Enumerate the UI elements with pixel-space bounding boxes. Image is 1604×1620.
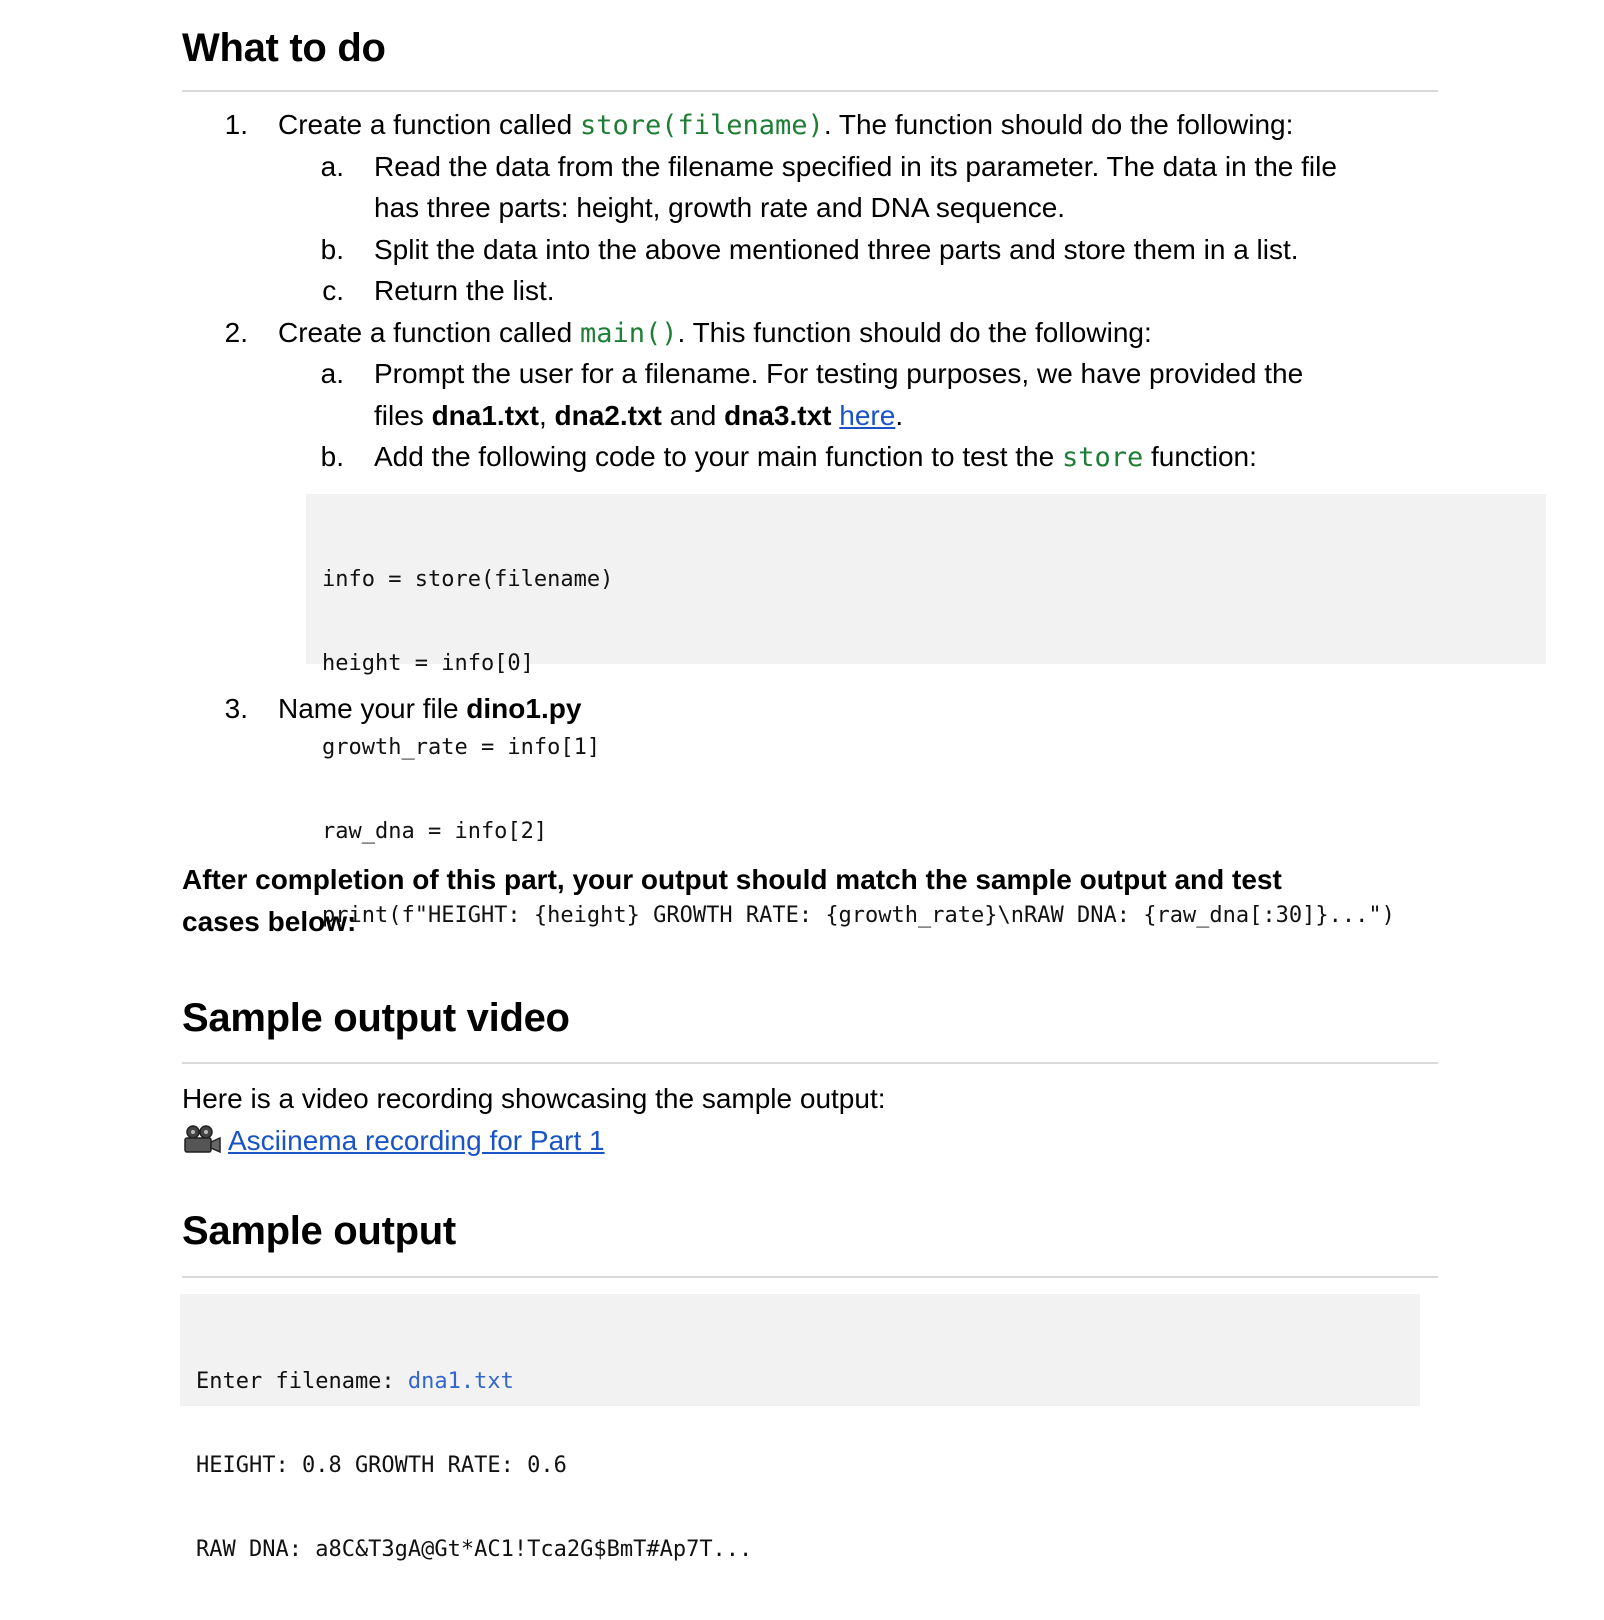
list-item-3	[278, 688, 581, 730]
movie-camera-icon	[182, 1124, 222, 1156]
prompt-text: Enter filename:	[196, 1369, 408, 1394]
sublist-letter-1b: b.	[320, 234, 344, 265]
heading-what-to-do: What to do	[182, 26, 386, 70]
asciinema-recording-link[interactable]	[182, 1125, 605, 1156]
list-number-2: 2.	[224, 317, 248, 348]
item2b-post: function:	[1143, 441, 1257, 472]
sample-output-block	[180, 1294, 1420, 1562]
sublist-item-1a-line1: Read the data from the filename specified in its parameter. The data in the file	[374, 151, 1337, 182]
item2-text-post: . This function should do the following:	[677, 317, 1152, 348]
code-line: raw_dna = info[2]	[322, 819, 548, 844]
heading-sample-output-video: Sample output video	[182, 996, 570, 1040]
code-line: height = info[0]	[322, 651, 534, 676]
completion-line-1: After completion of this part, your output should match the sample output and test	[182, 864, 1282, 895]
sublist-item-1c: Return the list.	[374, 275, 555, 306]
list-item-1	[278, 104, 1293, 147]
file-dna2: dna2.txt	[554, 400, 662, 431]
sublist-item-2a-line1: Prompt the user for a filename. For testing purposes, we have provided the	[374, 358, 1304, 389]
item1-text-pre: Create a function called	[278, 109, 580, 140]
file-dna1: dna1.txt	[431, 400, 539, 431]
file-dna3: dna3.txt	[724, 400, 832, 431]
sublist-letter-1a: a.	[320, 151, 344, 182]
item2b-pre: Add the following code to your main function to test the	[374, 441, 1062, 472]
sublist-item-2a-line2	[374, 395, 903, 437]
store-code-inline: store	[1061, 442, 1144, 473]
files-prefix: files	[374, 400, 432, 431]
sublist-item-1b: Split the data into the above mentioned three parts and store them in a list.	[374, 234, 1299, 265]
user-input-text: dna1.txt	[407, 1369, 514, 1394]
sample-output-line-2: HEIGHT: 0.8 GROWTH RATE: 0.6	[196, 1453, 567, 1478]
list-number-1: 1.	[224, 109, 248, 140]
sep-2: and	[661, 400, 725, 431]
item2-text-pre: Create a function called	[278, 317, 580, 348]
heading-divider	[182, 1062, 1438, 1064]
file-dino1: dino1.py	[466, 693, 582, 724]
sublist-letter-1c: c.	[322, 275, 344, 306]
item1-text-post: . The function should do the following:	[823, 109, 1294, 140]
video-intro: Here is a video recording showcasing the sample output:	[182, 1083, 886, 1114]
video-link-line	[182, 1120, 605, 1162]
asciinema-link-text[interactable]: Asciinema recording for Part 1	[228, 1125, 605, 1156]
sep-1: ,	[538, 400, 555, 431]
sentence-end: .	[895, 400, 904, 431]
heading-divider	[182, 90, 1438, 92]
main-function-code: main()	[579, 318, 678, 349]
store-function-code: store(filename)	[579, 110, 824, 141]
files-here-link[interactable]: here	[839, 400, 896, 431]
sublist-item-1a-line2: has three parts: height, growth rate and DNA sequence.	[374, 192, 1066, 223]
code-line: growth_rate = info[1]	[322, 735, 601, 760]
heading-sample-output: Sample output	[182, 1209, 456, 1253]
sample-output-line-1	[196, 1368, 1420, 1396]
sublist-letter-2b: b.	[320, 441, 344, 472]
sublist-letter-2a: a.	[320, 358, 344, 389]
list-item-2	[278, 312, 1152, 355]
code-line: print(f"HEIGHT: {height} GROWTH RATE: {growth_rate}\nRAW DNA: {raw_dna[:30]}...")	[322, 903, 1395, 928]
sample-output-line-3: RAW DNA: a8C&T3gA@Gt*AC1!Tca2G$BmT#Ap7T...	[196, 1537, 753, 1562]
heading-divider	[182, 1276, 1438, 1278]
list-number-3: 3.	[224, 693, 248, 724]
code-line: info = store(filename)	[322, 567, 614, 592]
item3-text-pre: Name your file	[278, 693, 467, 724]
sublist-item-2b	[374, 436, 1257, 479]
completion-line-2: cases below:	[182, 906, 357, 937]
